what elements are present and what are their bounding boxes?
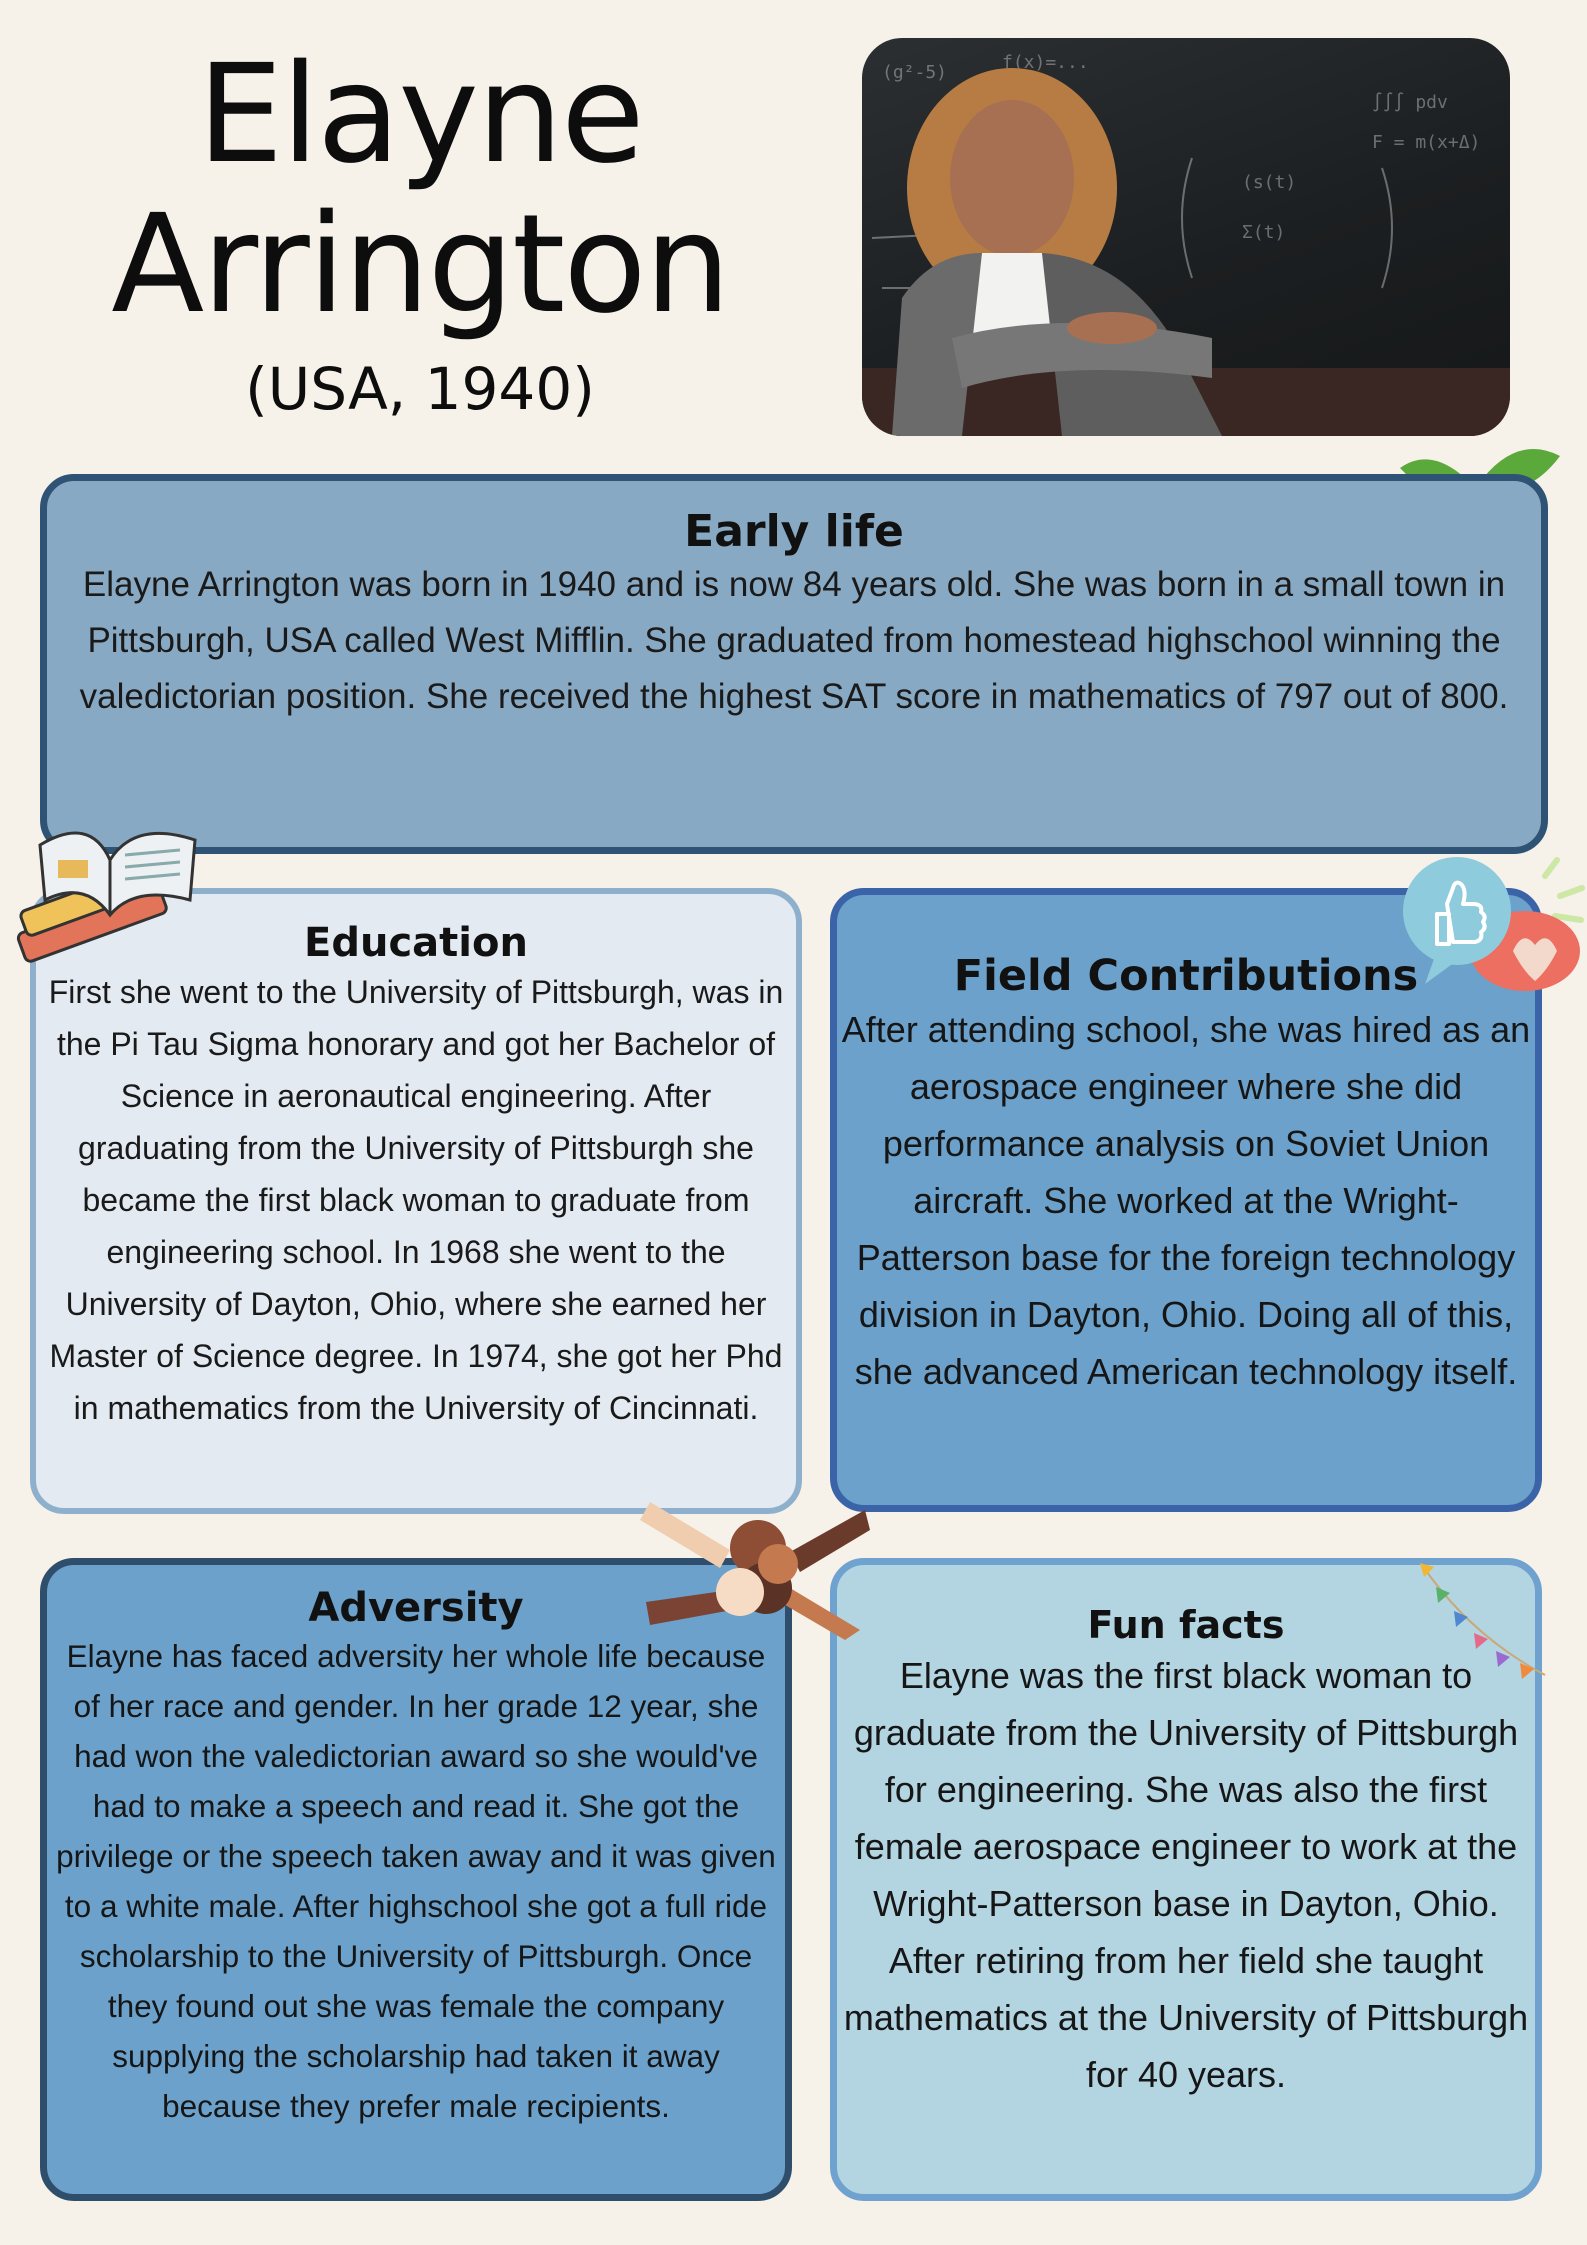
name-line-1: Elayne — [197, 36, 643, 194]
chalk-line-4: F = m(x+Δ) — [1372, 132, 1481, 153]
name-line-2: Arrington — [111, 186, 729, 344]
portrait-illustration — [862, 38, 1510, 436]
education-body: First she went to the University of Pittsburgh, was in the Pi Tau Sigma honorary and got her Bachelor of Science in aeronautical engineering. After graduating from the University of Pittsburgh she became the first black woman to graduate from engineering school. In 1968 she went to the University of Dayton, Ohio, where she earned her Master of Science degree. In 1974, she got her Phd in mathematics from the University of Cincinnati. — [48, 974, 784, 1426]
subtitle: (USA, 1940) — [245, 355, 595, 423]
page-title — [60, 36, 780, 424]
bunting-flags-icon — [1410, 1555, 1550, 1685]
portrait-photo — [862, 38, 1510, 436]
education-heading: Education — [304, 920, 528, 966]
fun-facts-heading: Fun facts — [1087, 1603, 1285, 1647]
fun-facts-body: Elayne was the first black woman to graduate from the University of Pittsburgh for engineering. She was also the first female aerospace engineer to work at the Wright-Patterson base in Dayton, Ohio. After retiring from her field she taught mathematics at the University of Pittsburgh for 40 years. — [843, 1655, 1529, 2095]
hands-unity-icon — [640, 1490, 870, 1640]
early-life-body: Elayne Arrington was born in 1940 and is now 84 years old. She was born in a small town in Pittsburgh, USA called West Mifflin. She graduated from homestead highschool winning the valedictorian position. She received the highest SAT score in mathematics of 797 out of 800. — [79, 565, 1509, 716]
adversity-heading: Adversity — [308, 1585, 524, 1631]
early-life-heading: Early life — [684, 506, 904, 557]
adversity-section — [40, 1558, 792, 2201]
chalk-line-3: ∫∫∫ pdv — [1372, 92, 1448, 113]
thumbs-up-heart-icon — [1395, 856, 1587, 996]
chalk-line-2: f(x)=... — [1002, 52, 1089, 73]
chalk-line-6: Σ(t) — [1242, 222, 1286, 243]
books-icon — [0, 805, 215, 970]
early-life-section — [40, 474, 1548, 854]
education-section — [30, 888, 802, 1514]
field-contributions-heading: Field Contributions — [953, 951, 1419, 1001]
chalk-line-1: (g²-5) — [882, 62, 948, 83]
field-contributions-body: After attending school, she was hired as an aerospace engineer where she did performance analysis on Soviet Union aircraft. She worked at the Wright-Patterson base for the foreign technology division in Dayton, Ohio. Doing all of this, she advanced American technology itself. — [841, 1009, 1531, 1392]
chalk-line-5: (s(t) — [1242, 172, 1297, 193]
adversity-body: Elayne has faced adversity her whole life because of her race and gender. In her grade 12 year, she had won the valedictorian award so she would've had to make a speech and read it. She got the privilege or the speech taken away and it was given to a white male. After highschool she got a full ride scholarship to the University of Pittsburgh. Once they found out she was female the company supplying the scholarship had taken it away because they prefer male recipients. — [56, 1638, 776, 2124]
